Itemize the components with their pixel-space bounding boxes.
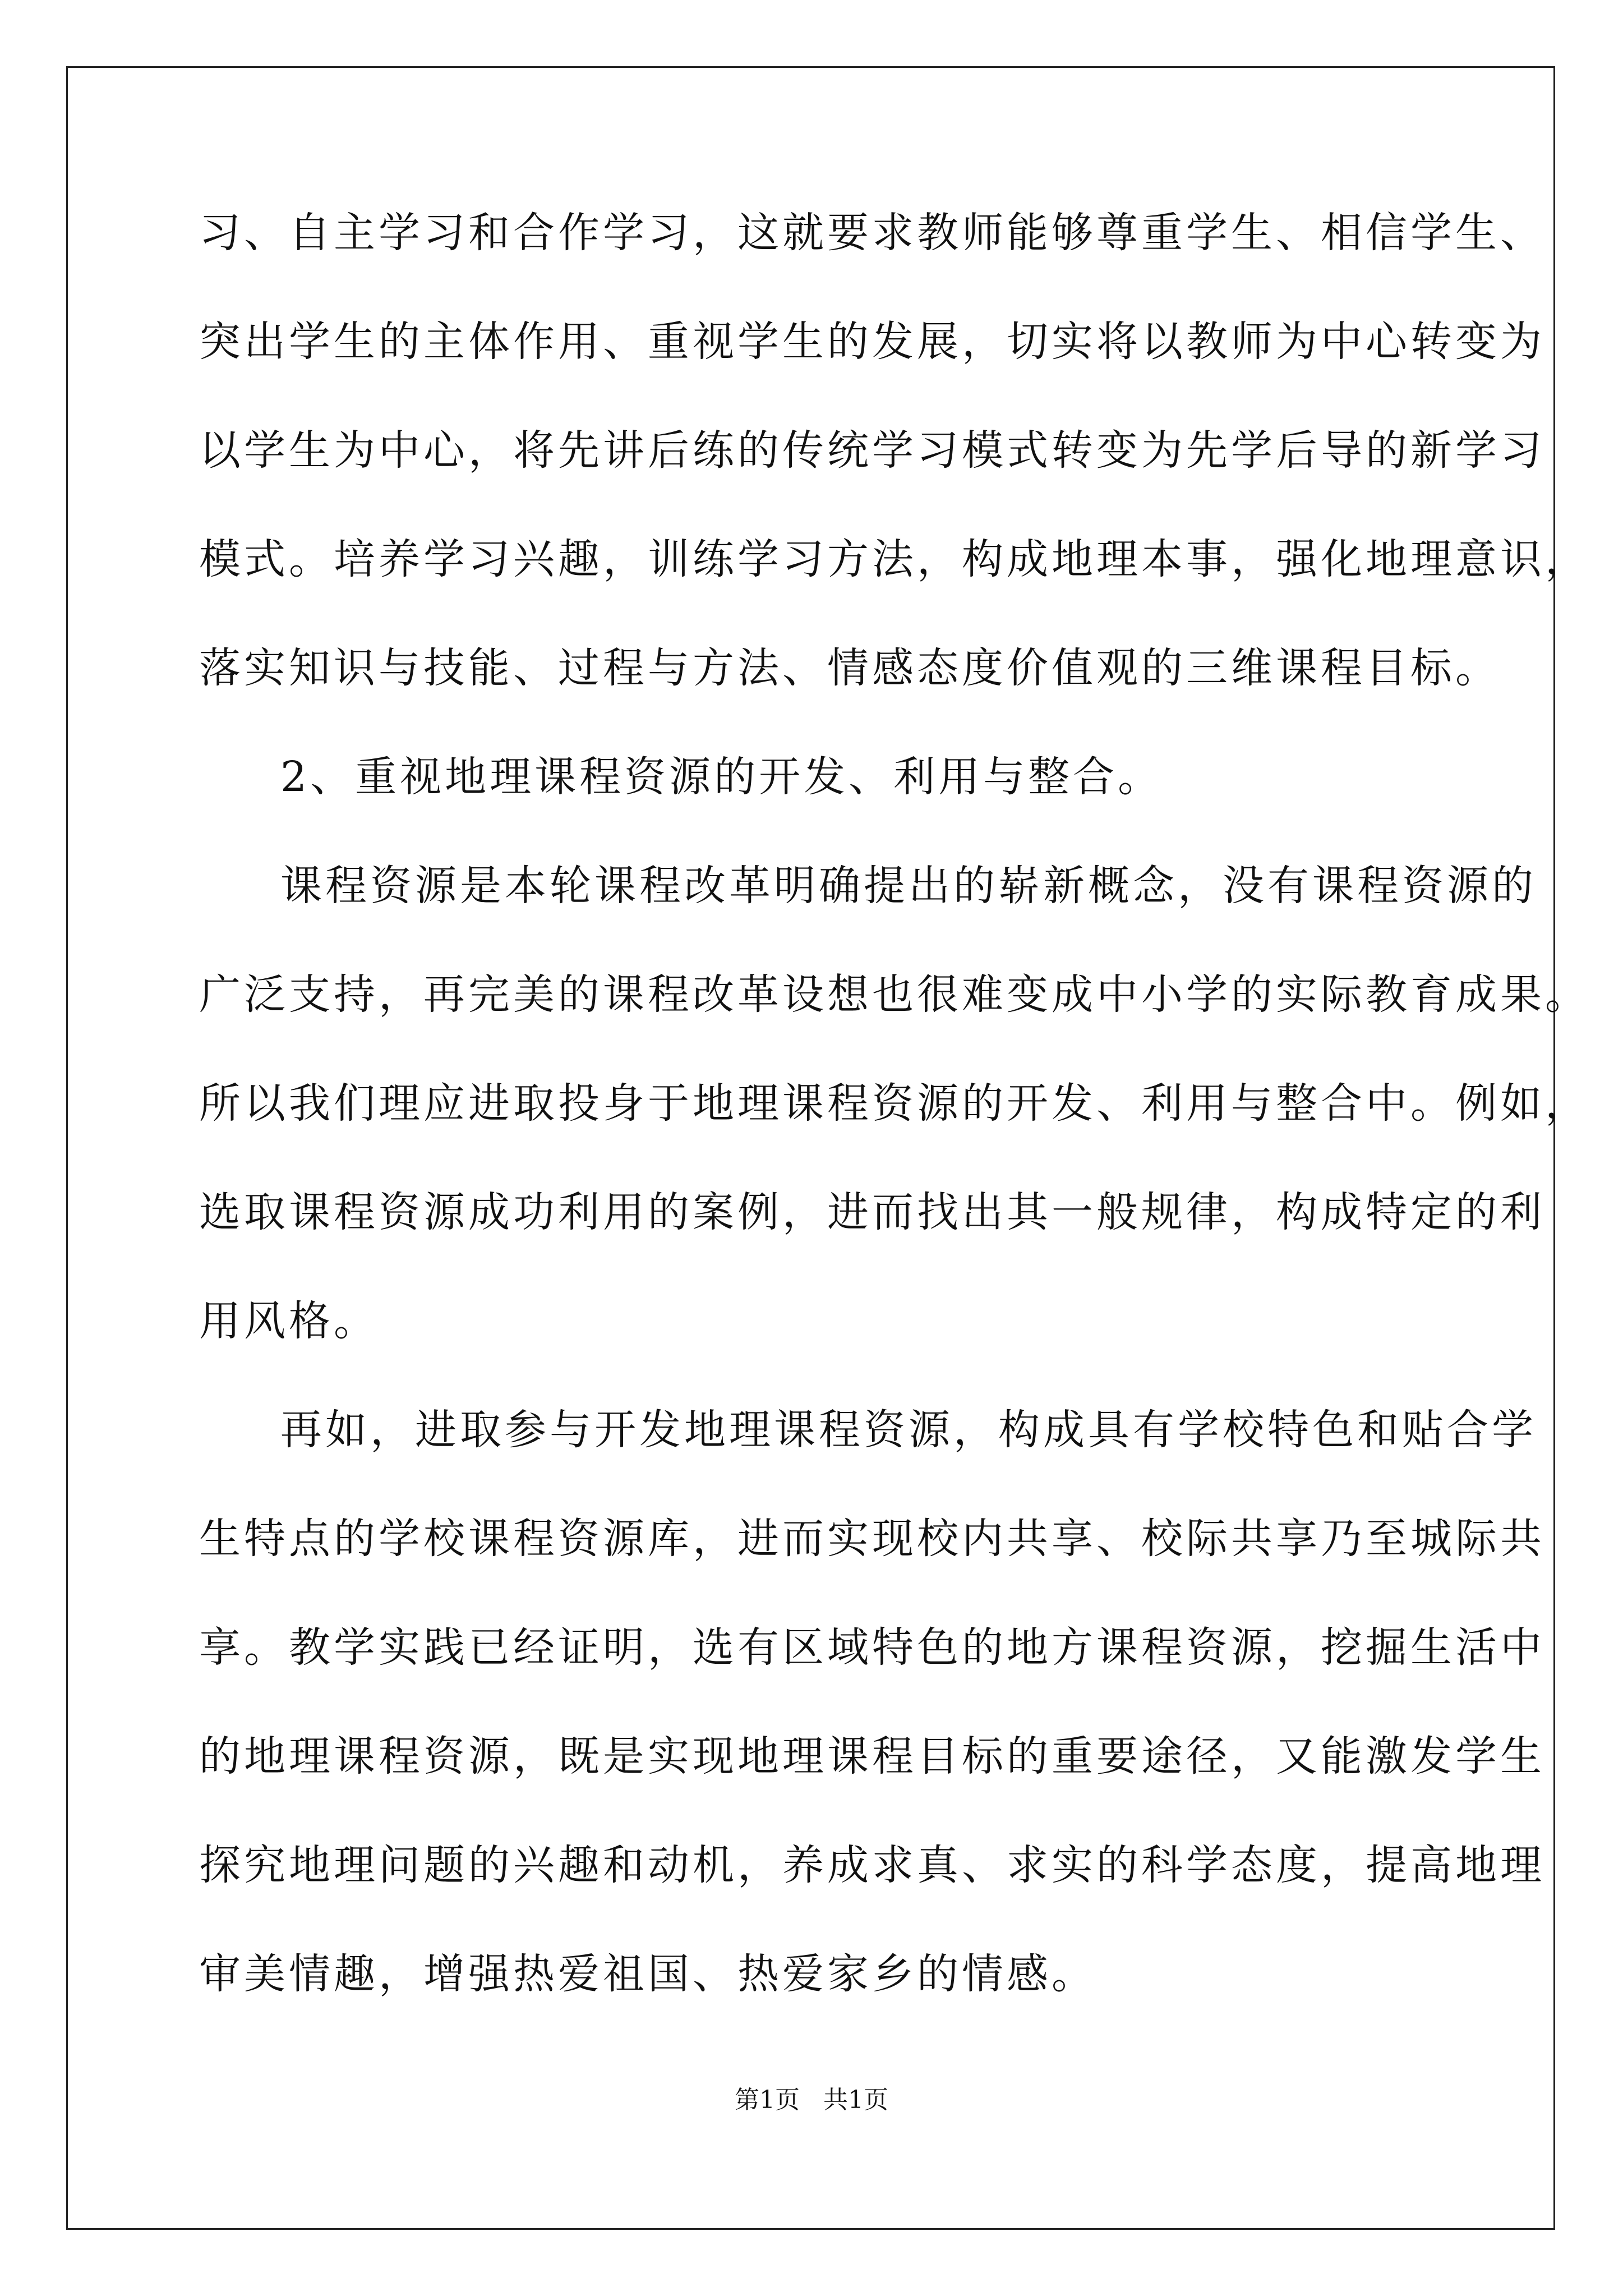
body-line-16: 探究地理问题的兴趣和动机，养成求真、求实的科学态度，提高地理 [199, 1841, 1545, 1889]
section-heading: 2、重视地理课程资源的开发、利用与整合。 [280, 753, 1163, 801]
body-line-17: 审美情趣，增强热爱祖国、热爱家乡的情感。 [199, 1950, 1096, 1998]
body-line-13: 生特点的学校课程资源库，进而实现校内共享、校际共享乃至城际共 [199, 1515, 1545, 1563]
body-line-2: 突出学生的主体作用、重视学生的发展，切实将以教师为中心转变为 [199, 318, 1545, 366]
body-line-5: 落实知识与技能、过程与方法、情感态度价值观的三维课程目标。 [199, 644, 1500, 692]
body-line-11: 用风格。 [199, 1297, 379, 1345]
body-line-8: 广泛支持，再完美的课程改革设想也很难变成中小学的实际教育成果。 [199, 970, 1590, 1019]
body-line-15: 的地理课程资源，既是实现地理课程目标的重要途径，又能激发学生 [199, 1732, 1545, 1780]
body-line-10: 选取课程资源成功利用的案例，进而找出其一般规律，构成特定的利 [199, 1188, 1545, 1236]
body-line-7: 课程资源是本轮课程改革明确提出的崭新概念，没有课程资源的 [280, 862, 1537, 910]
body-line-3: 以学生为中心，将先讲后练的传统学习模式转变为先学后导的新学习 [199, 426, 1545, 475]
body-line-12: 再如，进取参与开发地理课程资源，构成具有学校特色和贴合学 [280, 1406, 1537, 1454]
body-line-1: 习、自主学习和合作学习，这就要求教师能够尊重学生、相信学生、 [199, 209, 1545, 257]
body-line-9: 所以我们理应进取投身于地理课程资源的开发、利用与整合中。例如， [199, 1079, 1590, 1128]
page-border [66, 66, 1555, 2230]
body-line-4: 模式。培养学习兴趣，训练学习方法，构成地理本事，强化地理意识， [199, 535, 1590, 583]
body-line-14: 享。教学实践已经证明，选有区域特色的地方课程资源，挖掘生活中 [199, 1623, 1545, 1672]
page-footer: 第1页 共1页 [735, 2086, 888, 2114]
